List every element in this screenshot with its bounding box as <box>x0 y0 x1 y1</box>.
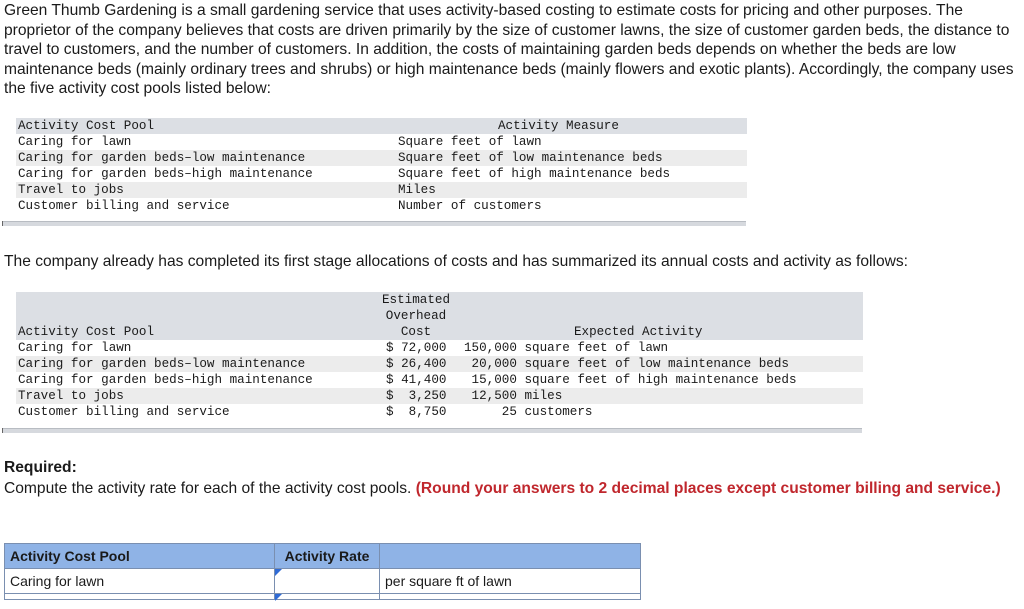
answer-unit-cell: per square ft of lawn <box>380 569 641 594</box>
answer-header-pool: Activity Cost Pool <box>5 544 275 569</box>
table-header-row <box>16 118 747 134</box>
input-flag-icon <box>275 594 282 601</box>
table-row <box>16 134 747 150</box>
pool-cell: Travel to jobs <box>18 183 124 197</box>
activity-cell: 12,500 miles <box>464 389 563 403</box>
activity-rate-input[interactable] <box>275 594 380 600</box>
pool-cell: Caring for garden beds–high maintenance <box>18 167 313 181</box>
header-activity-measure: Activity Measure <box>498 119 619 133</box>
header-estimated: Estimated <box>381 293 451 307</box>
answer-header-row <box>5 544 641 569</box>
required-instructions <box>4 479 1004 499</box>
table-divider <box>2 428 862 433</box>
pool-cell: Caring for lawn <box>18 135 132 149</box>
cost-cell: $ 26,400 <box>386 357 447 371</box>
measure-cell: Square feet of high maintenance beds <box>398 167 671 181</box>
table-row <box>16 356 863 372</box>
stage-paragraph: The company already has completed its first stage allocations of costs and has summarized its annual costs and activity as follows: <box>4 253 909 270</box>
answer-pool-cell: Caring for lawn <box>5 569 275 594</box>
cost-cell: $ 72,000 <box>386 341 447 355</box>
table-row <box>16 166 747 182</box>
table-divider <box>2 221 746 226</box>
table-row <box>16 372 863 388</box>
activity-rate-answer-table <box>4 543 641 600</box>
header-cost: Cost <box>400 325 432 339</box>
cost-cell: $ 41,400 <box>386 373 447 387</box>
rounding-note: (Round your answers to 2 decimal places except customer billing and service.) <box>415 480 1001 497</box>
input-flag-icon <box>275 569 282 576</box>
measure-cell: Square feet of low maintenance beds <box>398 151 663 165</box>
header-overhead: Overhead <box>385 309 447 323</box>
table-row <box>16 182 747 198</box>
pool-cell: Caring for garden beds–high maintenance <box>18 373 313 387</box>
table-row <box>16 404 863 420</box>
answer-row <box>5 569 641 594</box>
cost-activity-table <box>16 292 863 420</box>
table-row <box>16 388 863 404</box>
required-text: Compute the activity rate for each of the activity cost pools. <box>4 480 412 497</box>
table-header-row <box>16 292 863 340</box>
measure-cell: Number of customers <box>398 199 542 213</box>
answer-pool-cell <box>5 594 275 600</box>
activity-cell: 15,000 square feet of high maintenance beds <box>464 373 797 387</box>
header-activity-cost-pool: Activity Cost Pool <box>18 119 155 133</box>
answer-unit-cell <box>380 594 641 600</box>
pool-cell: Caring for garden beds–low maintenance <box>18 151 306 165</box>
activity-rate-input[interactable] <box>275 569 380 594</box>
intro-paragraph: Green Thumb Gardening is a small gardening service that uses activity-based costing to estimate costs for pricing and other purposes. The proprietor of the company believes that costs are driven primarily by the size of customer lawns, the size of customer garden beds, the distance to travel to customers, and the number of customers. In addition, the costs of maintaining garden beds depends on whether the beds are low maintenance beds (mainly ordinary trees and shrubs) or high maintenance beds (mainly flowers and exotic plants). Accordingly, the company uses the five activity cost pools listed below: <box>4 2 1014 97</box>
answer-header-rate: Activity Rate <box>275 544 380 569</box>
activity-cell: 25 customers <box>464 405 593 419</box>
cost-cell: $ 3,250 <box>386 389 447 403</box>
table-row <box>16 150 747 166</box>
activity-cell: 20,000 square feet of low maintenance beds <box>464 357 789 371</box>
pool-cell: Caring for lawn <box>18 341 132 355</box>
table-row <box>16 340 863 356</box>
pool-cell: Caring for garden beds–low maintenance <box>18 357 306 371</box>
header-expected-activity: Expected Activity <box>574 325 703 339</box>
table-row <box>16 198 747 214</box>
pool-cell: Customer billing and service <box>18 199 230 213</box>
answer-row <box>5 594 641 600</box>
measure-cell: Miles <box>398 183 436 197</box>
cost-cell: $ 8,750 <box>386 405 447 419</box>
measure-cell: Square feet of lawn <box>398 135 542 149</box>
header-activity-cost-pool: Activity Cost Pool <box>18 325 155 339</box>
pool-cell: Customer billing and service <box>18 405 230 419</box>
answer-header-unit <box>380 544 641 569</box>
activity-measure-table <box>16 118 747 214</box>
pool-cell: Travel to jobs <box>18 389 124 403</box>
activity-cell: 150,000 square feet of lawn <box>464 341 669 355</box>
required-label: Required: <box>4 459 77 476</box>
